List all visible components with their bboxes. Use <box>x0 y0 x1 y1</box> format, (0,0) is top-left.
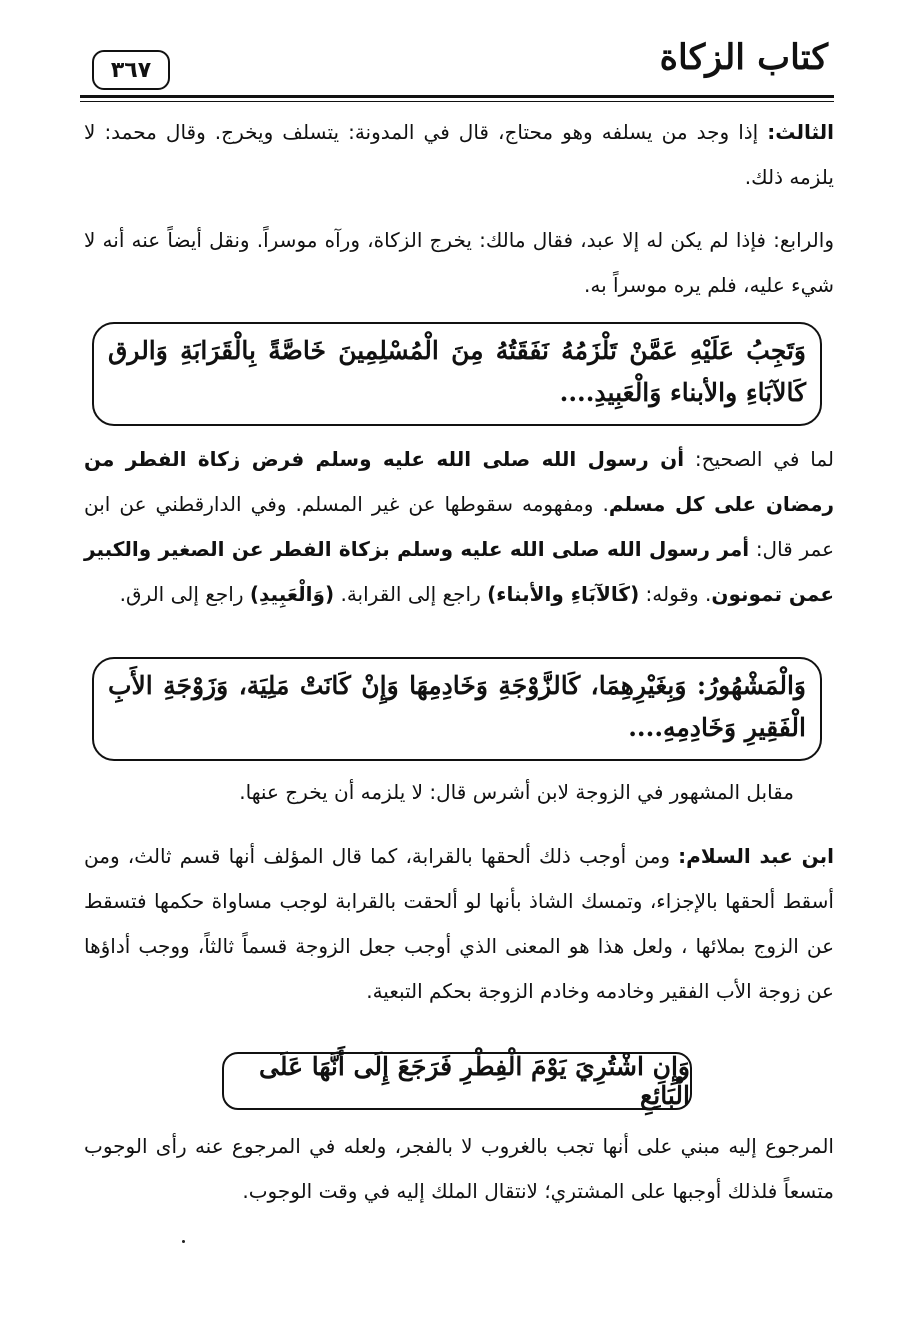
paragraph-text: لما في الصحيح: <box>684 447 835 471</box>
paragraph-label: الثالث: <box>767 120 834 144</box>
paragraph-text: راجع إلى القرابة. <box>334 582 488 606</box>
hadith-quote: أمر رسول الله صلى الله عليه وسلم بزكاة الفطر عن الصغير والكبير عمن تمونون <box>84 537 834 606</box>
matn-text: وَإِنِ اشْتُرِيَ يَوْمَ الْفِطْرِ فَرَجَعَ إِلَى أَنَّهَا عَلَى الْبَائِعِ <box>259 1052 690 1110</box>
page-number: ٣٦٧ <box>92 50 170 90</box>
stray-dot <box>182 1240 185 1243</box>
paragraph-text: المرجوع إليه مبني على أنها تجب بالغروب لا بالفجر، ولعله في المرجوع عنه رأى الوجوب متسعاً فلذلك أوجبها على المشتري؛ لانتقال الملك إليه في وقت الوجوب. <box>84 1134 834 1203</box>
matn-citation: (كَالآبَاءِ والأبناء) <box>487 582 640 606</box>
paragraph-returned-opinion <box>84 1124 834 1214</box>
matn-text: وَالْمَشْهُورُ: وَبِغَيْرِهِمَا، كَالزَّوْجَةِ وَخَادِمِهَا وَإِنْ كَانَتْ مَلِيَة، وَزَوْجَةِ الأَبِ الْفَقِيرِ وَخَادِمِهِ.... <box>108 671 806 742</box>
hadith-quote: أن رسول الله صلى الله عليه وسلم فرض زكاة الفطر من رمضان على كل مسلم <box>84 447 835 516</box>
paragraph-text: . وقوله: <box>639 582 712 606</box>
header-rule-thin <box>80 101 834 102</box>
paragraph-text: راجع إلى الرق. <box>119 582 250 606</box>
matn-box-3 <box>222 1052 692 1110</box>
paragraph-text: . ومفهومه سقوطها عن غير المسلم. وفي الدارقطني عن ابن عمر قال: <box>84 492 835 561</box>
paragraph-third-opinion <box>84 110 834 200</box>
paragraph-text: ومن أوجب ذلك ألحقها بالقرابة، كما قال المؤلف أنها قسم ثالث، ومن أسقط ألحقها بالإجزاء، وتمسك الشاذ بأنها لو ألحقت بالقرابة لوجب مساواة حكمها فتسقط عن الزوج بملائها ، ولعل هذا هو المعنى الذي أوجب جعل الزوجة قسماً ثالثاً، ووجب أداؤها عن زوجة الأب الفقير وخادمه وخادم الزوجة بحكم التبعية. <box>84 844 834 1003</box>
paragraph-text: إذا وجد من يسلفه وهو محتاج، قال في المدونة: يتسلف ويخرج. وقال محمد: لا يلزمه ذلك. <box>84 120 834 189</box>
paragraph-ibn-ashras <box>84 770 794 815</box>
paragraph-fourth-opinion <box>84 218 834 308</box>
matn-citation: (وَالْعَبِيدِ) <box>249 582 335 606</box>
paragraph-label: ابن عبد السلام: <box>678 844 834 868</box>
book-title: كتاب الزكاة <box>659 37 828 78</box>
paragraph-text: مقابل المشهور في الزوجة لابن أشرس قال: لا يلزمه أن يخرج عنها. <box>239 780 794 804</box>
paragraph-sahih-evidence <box>84 437 834 617</box>
matn-text: وَتَجِبُ عَلَيْهِ عَمَّنْ تَلْزَمُهُ نَفَقَتُهُ مِنَ الْمُسْلِمِينَ خَاصَّةً بِالْقَرَابَةِ وَالرق كَالآبَاءِ والأبناء وَالْعَبِيدِ.... <box>108 336 806 407</box>
matn-box-1 <box>92 322 822 426</box>
paragraph-text: والرابع: فإذا لم يكن له إلا عبد، فقال مالك: يخرج الزكاة، ورآه موسراً. ونقل أيضاً عنه أنه لا شيء عليه، فلم يره موسراً به. <box>84 228 834 297</box>
paragraph-ibn-abd-salam <box>84 834 834 1014</box>
matn-box-2 <box>92 657 822 761</box>
header-rule <box>80 95 834 98</box>
